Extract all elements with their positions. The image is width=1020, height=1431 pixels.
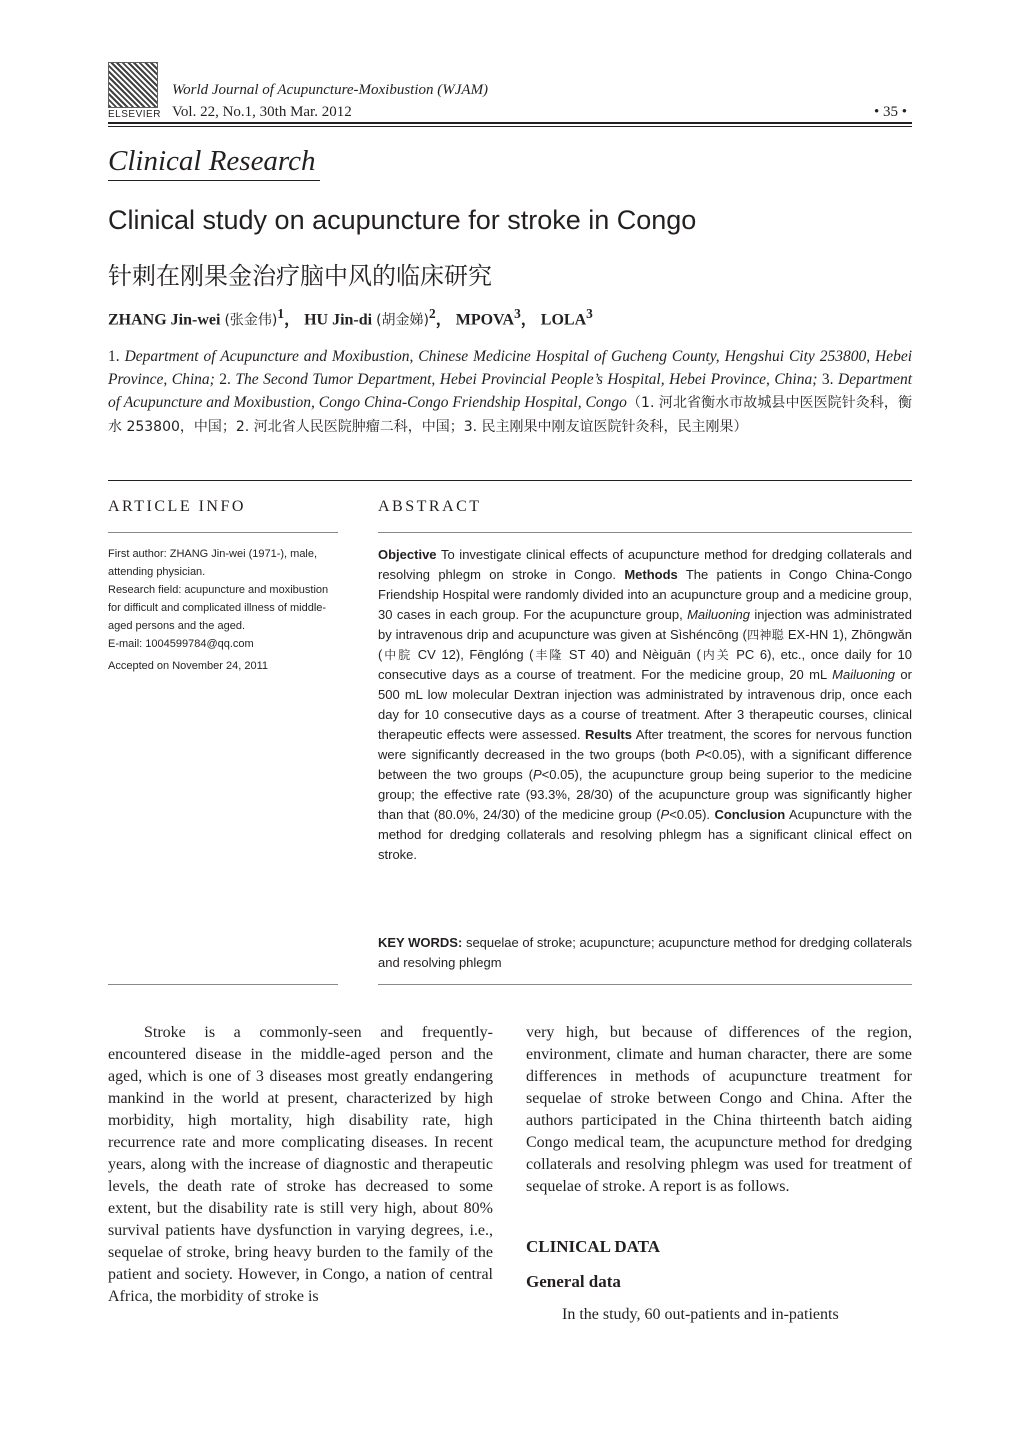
divider	[378, 984, 912, 985]
methods-text: ST 40) and Nèiguān (	[568, 647, 701, 662]
author-name: LOLA	[540, 311, 587, 329]
intro-paragraph-cont: very high, but because of differences of the region, environment, climate and human character, there are some differences in methods of acupuncture treatment for sequelae of stroke between Congo and China. After the authors participated in the China thirteenth batch aiding Congo medical team, the acupuncture method for dredging collaterals and resolving phlegm was used for treatment of sequelae of stroke. A report is as follows.	[526, 1024, 912, 1195]
abstract-heading: ABSTRACT	[378, 498, 482, 515]
conclusion-text: Acupuncture with the method for dredging collaterals and resolving phlegm has a significant clinical effect on stroke.	[378, 807, 912, 862]
divider	[108, 480, 912, 481]
results-text: <0.05), with a significant difference between the two groups (	[378, 747, 912, 782]
accepted-date: Accepted on November 24, 2011	[108, 660, 269, 672]
objective-label: Objective	[378, 547, 437, 562]
methods-text: EX-HN 1), Zhōngwǎn (	[378, 627, 912, 662]
body-column-left	[108, 1022, 493, 1308]
point-cn: 四神聪	[746, 628, 784, 642]
objective-text: To investigate clinical effects of acupuncture method for dredging collaterals and resolving phlegm on stroke in Congo.	[378, 547, 912, 582]
drug-name: Mailuoning	[687, 607, 750, 622]
author-name-cn: (张金伟)	[224, 312, 278, 329]
affil-number: 1.	[108, 348, 120, 365]
point-cn: 丰隆	[533, 648, 564, 662]
header-rule-thin	[108, 126, 912, 127]
methods-text: CV 12), Fēnglóng (	[417, 647, 534, 662]
affil-number: 3.	[821, 371, 834, 388]
abstract-text	[378, 545, 912, 865]
affiliation-2: The Second Tumor Department, Hebei Provincial People’s Hospital, Hebei Province, China;	[235, 371, 818, 388]
author-name-cn: (胡金娣)	[376, 312, 430, 329]
article-title-cn: 针刺在刚果金治疗脑中风的临床研究	[108, 262, 492, 290]
author-sup: 3	[586, 306, 593, 321]
methods-text: or 500 mL low molecular Dextran injection was administrated by intravenous drip, once each day for 10 consecutive days as a course of treatment. After 3 therapeutic courses, clinical therapeutic effects were assessed.	[378, 667, 912, 742]
divider	[108, 532, 338, 533]
author-name: MPOVA	[455, 311, 515, 329]
first-author: First author: ZHANG Jin-wei (1971-), male, attending physician.	[108, 548, 318, 578]
results-text: After treatment, the scores for nervous function were significantly decreased in the two groups (both	[378, 727, 912, 762]
results-text: <0.05), the acupuncture group being superior to the medicine group; the effective rate (93.3%, 28/30) of the acupuncture group was significantly higher than that (80.0%, 24/30) of the medicine group (	[378, 767, 912, 822]
journal-name: World Journal of Acupuncture-Moxibustion (WJAM)	[172, 82, 489, 98]
volume-info: Vol. 22, No.1, 30th Mar. 2012	[172, 104, 352, 120]
methods-label: Methods	[624, 567, 678, 582]
elsevier-logo	[108, 62, 161, 120]
affiliation-1: Department of Acupuncture and Moxibustion, Chinese Medicine Hospital of Gucheng County, Hengshui City 253800, Hebei Province, China;	[108, 348, 913, 388]
author-list: ZHANG Jin-wei (张金伟)$^1$， HU Jin-di (胡金娣)$^2$， MPOVA$^3$， LOLA$^3$	[108, 306, 593, 329]
results-text: <0.05).	[669, 807, 711, 822]
heading-general-data: General data	[526, 1272, 621, 1291]
keywords-text: sequelae of stroke; acupuncture; acupuncture method for dredging collaterals and resolving phlegm	[378, 935, 912, 970]
general-data-paragraph: In the study, 60 out-patients and in-patients	[562, 1306, 839, 1323]
research-field: Research field: acupuncture and moxibustion for difficult and complicated illness of middle-aged persons and the aged.	[108, 584, 329, 632]
article-info-heading: ARTICLE INFO	[108, 498, 246, 515]
results-label: Results	[585, 727, 632, 742]
affiliations	[108, 345, 912, 439]
heading-clinical-data: CLINICAL DATA	[526, 1237, 660, 1256]
page-number: • 35 •	[873, 104, 907, 120]
affil-number: 2.	[219, 371, 231, 388]
keywords	[378, 933, 912, 973]
divider	[108, 984, 338, 985]
methods-text: The patients in Congo China-Congo Friendship Hospital were randomly divided into an acupuncture group and a medicine group, 30 cases in each group. For the acupuncture group,	[378, 567, 912, 622]
general-data-text	[526, 1304, 912, 1326]
email: E-mail: 1004599784@qq.com	[108, 638, 254, 650]
affiliation-3: Department of Acupuncture and Moxibustion, Congo China-Congo Friendship Hospital, Congo	[108, 371, 913, 411]
p-symbol: P	[660, 807, 670, 822]
intro-paragraph: Stroke is a commonly-seen and frequently-encountered disease in the middle-aged person and the aged, which is one of 3 diseases most greatly endangering mankind in the world at present, characterized by high morbidity, high mortality, high disability rate, high recurrence rate and more complicating diseases. In recent years, along with the increase of diagnostic and therapeutic levels, the death rate of stroke has decreased to some extent, but the disability rate is still very high, about 80% survival patients have dysfunction in varying degrees, i.e., sequelae of stroke, bring heavy burden to the family of the patient and society. However, in Congo, a nation of central Africa, the morbidity of stroke is	[108, 1024, 493, 1305]
section-title: Clinical Research	[108, 145, 320, 181]
conclusion-label: Conclusion	[714, 807, 786, 822]
elsevier-tree-icon	[108, 62, 158, 108]
header-rule	[108, 122, 912, 124]
author-sup: 2	[429, 306, 436, 321]
point-cn: 中脘	[382, 648, 413, 662]
author-sup: 1	[277, 306, 285, 321]
affiliations-cn: （1. 河北省衡水市故城县中医医院针灸科，衡水 253800，中国；2. 河北省人民医院肿瘤二科，中国；3. 民主刚果中刚友谊医院针灸科，民主刚果）	[108, 395, 912, 435]
article-title-en: Clinical study on acupuncture for stroke in Congo	[108, 205, 697, 235]
divider	[378, 532, 912, 533]
author-sup: 3	[514, 306, 521, 321]
keywords-label: KEY WORDS:	[378, 935, 463, 950]
p-symbol: P	[532, 767, 542, 782]
p-symbol: P	[695, 747, 705, 762]
point-cn: 内关	[700, 648, 731, 662]
author-name: ZHANG Jin-wei	[108, 311, 221, 329]
article-info	[108, 545, 340, 675]
author-name: HU Jin-di	[304, 311, 373, 329]
methods-text: PC 6), etc., once daily for 10 consecutive days as a course of treatment. For the medicine group, 20 mL	[378, 647, 912, 682]
methods-text: injection was administrated by intravenous drip and acupuncture was given at Sìshéncōng (	[378, 607, 912, 642]
publisher-name: ELSEVIER	[108, 109, 161, 120]
body-column-right	[526, 1022, 912, 1198]
drug-name: Mailuoning	[832, 667, 896, 682]
